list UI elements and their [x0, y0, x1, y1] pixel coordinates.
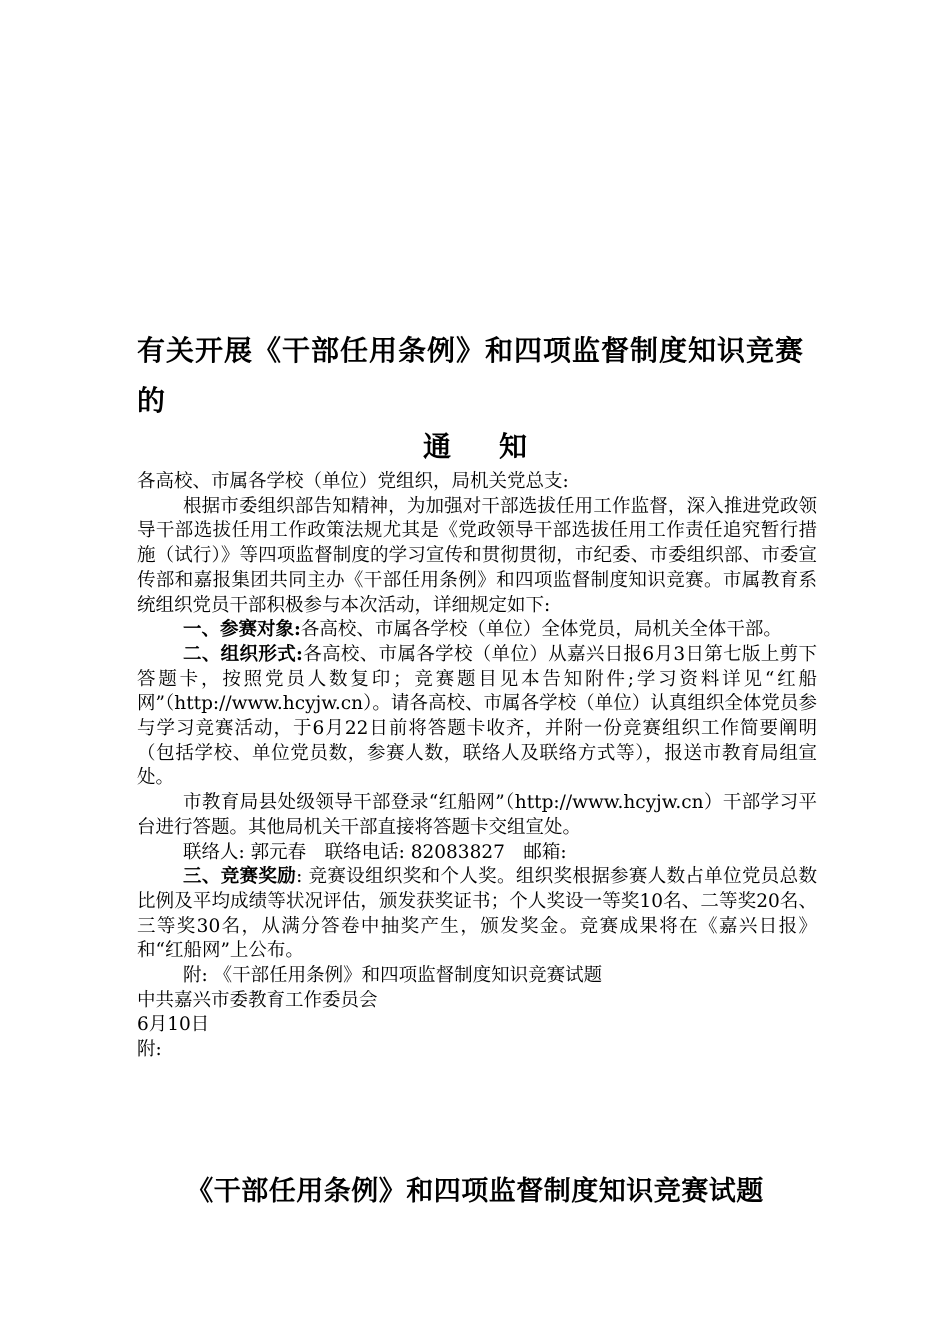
signature-organization: 中共嘉兴市委教育工作委员会 — [137, 989, 378, 1011]
document-title: 有关开展《干部任用条例》和四项监督制度知识竞赛的 — [137, 334, 805, 417]
section-organization-text: 各高校、市属各学校（单位）从嘉兴日报6月3日第七版上剪下答题卡，按照党员人数复印；竞赛题目见本告知附件;学习资料详见“红船网”（http://www.hcyjw.cn）。请各高校、市属各学校（单位）认真组织全体党员参与学习竞赛活动，于6月22日前将答题卡收齐，并附一份竞赛组织工作简要阐明（包括学校、单位党员数，参赛人数，联络人及联络方式等），报送市教育局组宣处。 — [137, 643, 817, 789]
section-organization-label: 二、组织形式: — [183, 643, 303, 665]
appendix-title: 《干部任用条例》和四项监督制度知识竞赛试题 — [186, 1176, 764, 1207]
section-organization-extra: 市教育局县处级领导干部登录“红船网”（http://www.hcyjw.cn）干部学习平台进行答题。其他局机关干部直接将答题卡交组宣处。 — [137, 792, 817, 838]
section-awards — [137, 865, 817, 964]
section-organization — [137, 643, 817, 791]
attachment-note: 附: 《干部任用条例》和四项监督制度知识竞赛试题 — [183, 965, 603, 987]
section-participants-label: 一、参赛对象: — [183, 619, 301, 641]
section-awards-label: 三、竞赛奖励 — [183, 866, 297, 888]
signature-date: 6月10日 — [137, 1014, 210, 1036]
salutation: 各高校、市属各学校（单位）党组织，局机关党总支: — [137, 471, 569, 492]
document-body — [137, 470, 817, 1063]
section-awards-text: : 竞赛设组织奖和个人奖。组织奖根据参赛人数占单位党员总数比例及平均成绩等状况评估，颁发获奖证书；个人奖设一等奖10名、二等奖20名、三等奖30名，从满分答卷中抽奖产生，颁发奖金。竞赛成果将在《嘉兴日报》和“红船网”上公布。 — [137, 866, 817, 962]
contact-line: 联络人: 郭元春 联络电话: 82083827 邮箱: — [183, 841, 567, 863]
intro-paragraph: 根据市委组织部告知精神，为加强对干部选拔任用工作监督，深入推进党政领导干部选拔任用工作政策法规尤其是《党政领导干部选拔任用工作责任追究暂行措施（试行）》等四项监督制度的学习宣传和贯彻贯彻，市纪委、市委组织部、市委宣传部和嘉报集团共同主办《干部任用条例》和四项监督制度知识竞赛。市属教育系统组织党员干部积极参与本次活动，详细规定如下: — [137, 495, 817, 616]
notice-heading: 通知 — [422, 430, 575, 463]
appendix-label: 附: — [137, 1039, 162, 1061]
section-participants-text: 各高校、市属各学校（单位）全体党员，局机关全体干部。 — [300, 619, 782, 641]
section-participants — [137, 618, 817, 643]
